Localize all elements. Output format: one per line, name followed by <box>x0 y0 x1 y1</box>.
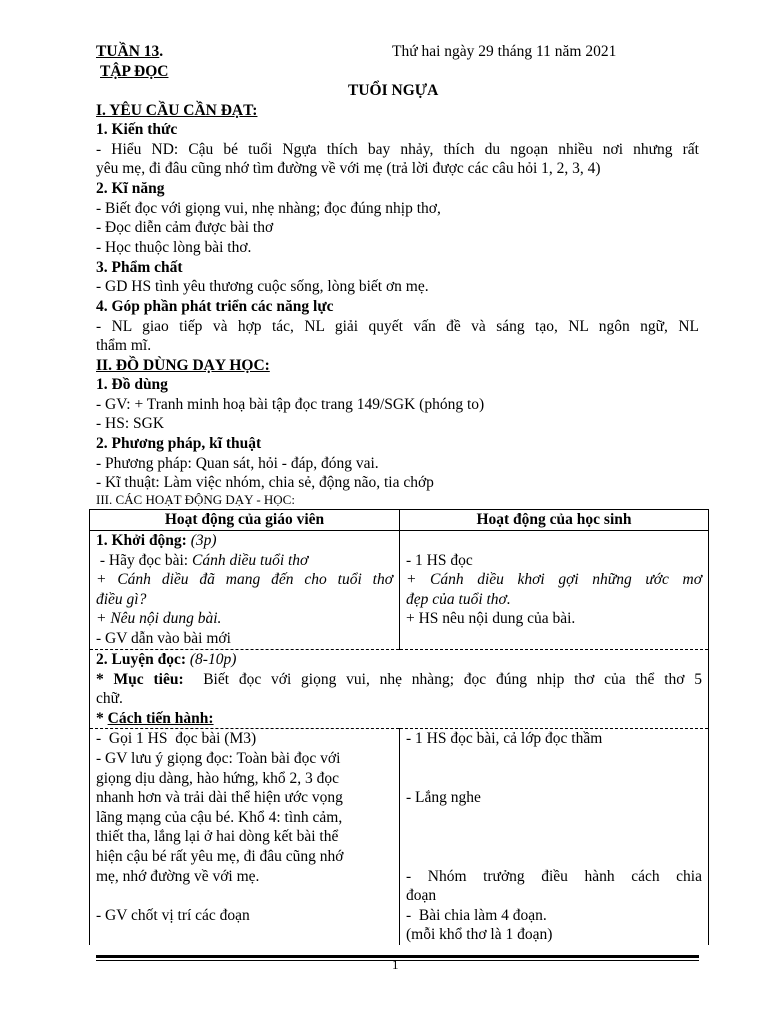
quality-heading: 3. Phẩm chất <box>96 259 183 276</box>
practice-s6: (mỗi khổ thơ là 1 đoạn) <box>406 926 553 944</box>
practice-student-cell <box>400 729 709 945</box>
techniques-line: - Kĩ thuật: Làm việc nhóm, chia sẻ, động não, tia chớp <box>96 474 434 491</box>
page-number: 1 <box>392 957 399 972</box>
skill-item: - Học thuộc lòng bài thơ. <box>96 239 252 256</box>
practice-heading-row <box>90 650 709 729</box>
practice-s2: - Lắng nghe <box>406 789 481 807</box>
skill-item: - Biết đọc với giọng vui, nhẹ nhàng; đọc đúng nhịp thơ, <box>96 200 441 217</box>
warmup-time: (3p) <box>186 532 217 549</box>
practice-t5: lãng mạng của cậu bé. Khổ 4: tình cảm, <box>96 808 343 826</box>
warmup-row <box>90 531 709 650</box>
week-dot: . <box>159 43 164 60</box>
practice-s3: - Nhóm trưởng điều hành cách chia <box>406 867 702 885</box>
knowledge-line-2: yêu mẹ, đi đâu cũng nhớ tìm đường về với mẹ (trả lời được các câu hỏi 1, 2, 3, 4) <box>96 160 601 177</box>
methods-line: - Phương pháp: Quan sát, hỏi - đáp, đóng vai. <box>96 455 379 472</box>
goal-label: * Mục tiêu: <box>96 670 184 688</box>
warmup-t1-prefix: - Hãy đọc bài: <box>96 551 192 569</box>
knowledge-heading: 1. Kiến thức <box>96 121 178 138</box>
week-label: TUẦN 13 <box>96 43 160 60</box>
lesson-title: TUỔI NGỰA <box>348 82 439 99</box>
student-column-header: Hoạt động của học sinh <box>400 510 709 531</box>
practice-t2: - GV lưu ý giọng đọc: Toàn bài đọc với <box>96 749 341 767</box>
warmup-t4: + Nêu nội dung bài. <box>96 610 222 628</box>
goal-line-1: Biết đọc với giọng vui, nhẹ nhàng; đọc đúng nhịp thơ của thể thơ 5 <box>183 670 702 688</box>
method-star: * <box>96 709 108 727</box>
practice-row <box>90 729 709 945</box>
practice-s5: - Bài chia làm 4 đoạn. <box>406 906 547 924</box>
knowledge-line-1: - Hiểu ND: Cậu bé tuổi Ngựa thích bay nhảy, thích du ngoạn nhiều nơi nhưng rất <box>96 141 699 158</box>
warmup-s1: - 1 HS đọc <box>406 551 473 569</box>
practice-s1: - 1 HS đọc bài, cả lớp đọc thầm <box>406 730 603 748</box>
teacher-column-header: Hoạt động của giáo viên <box>90 510 400 531</box>
tools-heading: 1. Đồ dùng <box>96 376 168 393</box>
skill-item: - Đọc diễn cảm được bài thơ <box>96 219 274 236</box>
tools-student: - HS: SGK <box>96 415 165 432</box>
practice-t1: - Gọi 1 HS đọc bài (M3) <box>96 730 257 748</box>
practice-t4: nhanh hơn và trải dài thể hiện ước vọng <box>96 789 343 807</box>
activities-table <box>89 509 709 945</box>
skills-heading: 2. Kĩ năng <box>96 180 165 197</box>
goal-line-2: chữ. <box>96 690 123 708</box>
warmup-teacher-cell <box>90 531 400 650</box>
lesson-date: Thứ hai ngày 29 tháng 11 năm 2021 <box>392 43 617 60</box>
practice-heading-cell <box>90 650 709 729</box>
practice-t6: thiết tha, lắng lại ở hai dòng kết bài thể <box>96 828 339 846</box>
warmup-t2: + Cánh diều đã mang đến cho tuổi thơ <box>96 571 393 589</box>
quality-line: - GD HS tình yêu thương cuộc sống, lòng biết ơn mẹ. <box>96 278 429 295</box>
practice-teacher-cell <box>90 729 400 945</box>
warmup-t5: - GV dẫn vào bài mới <box>96 629 231 647</box>
warmup-s4: + HS nêu nội dung của bài. <box>406 610 576 628</box>
methods-heading: 2. Phương pháp, kĩ thuật <box>96 435 262 452</box>
warmup-s2: + Cánh diều khơi gợi những ước mơ <box>406 571 702 589</box>
warmup-heading: 1. Khởi động: <box>96 532 187 549</box>
competence-heading: 4. Góp phần phát triển các năng lực <box>96 298 334 315</box>
section-1-heading: I. YÊU CẦU CẦN ĐẠT: <box>96 102 258 119</box>
practice-time: (8-10p) <box>186 651 237 668</box>
practice-t9: - GV chốt vị trí các đoạn <box>96 906 250 924</box>
section-3-heading: III. CÁC HOẠT ĐỘNG DẠY - HỌC: <box>96 492 295 507</box>
subject-label: TẬP ĐỌC <box>100 63 169 80</box>
subject-heading <box>100 62 703 82</box>
method-label: Cách tiến hành: <box>107 709 214 727</box>
warmup-student-cell <box>400 531 709 650</box>
competence-line-1: - NL giao tiếp và hợp tác, NL giải quyết vấn đề và sáng tạo, NL ngôn ngữ, NL <box>96 318 699 335</box>
practice-t7: hiện cậu bé rất yêu mẹ, đi đâu cũng nhớ <box>96 847 344 865</box>
tools-teacher: - GV: + Tranh minh hoạ bài tập đọc trang 149/SGK (phóng to) <box>96 396 485 413</box>
table-header-row <box>90 510 709 531</box>
competence-line-2: thẩm mĩ. <box>96 337 152 354</box>
practice-heading: 2. Luyện đọc: <box>96 651 186 668</box>
warmup-t3: điều gì? <box>96 590 147 608</box>
practice-t8: mẹ, nhớ đường về với mẹ. <box>96 867 260 885</box>
practice-s4: đoạn <box>406 887 437 905</box>
section-2-heading: II. ĐỒ DÙNG DẠY HỌC: <box>96 357 270 374</box>
warmup-poem-title: Cánh diều tuổi thơ <box>191 551 309 569</box>
practice-t3: giọng dịu dàng, hào hứng, khổ 2, 3 đọc <box>96 769 340 787</box>
warmup-s3: đẹp của tuổi thơ. <box>406 590 511 608</box>
